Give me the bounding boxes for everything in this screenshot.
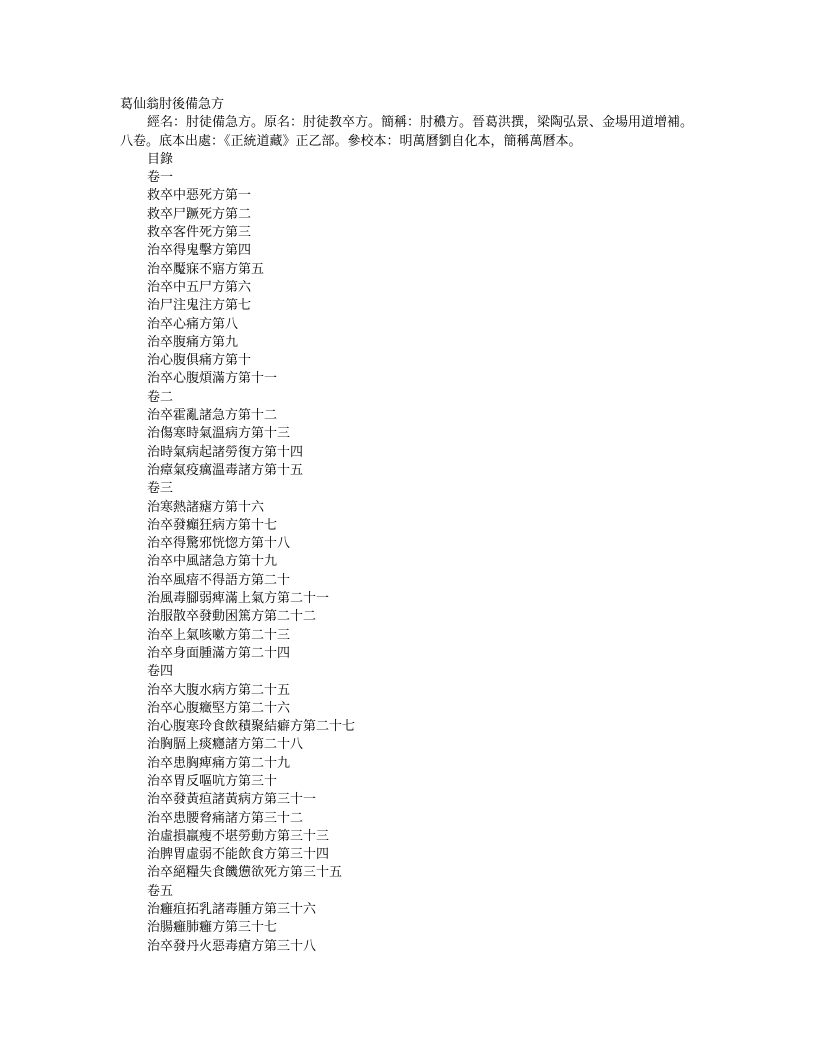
toc-entry: 治服散卒發動困篤方第二十二 <box>147 609 317 625</box>
toc-entry: 救卒中惡死方第一 <box>147 188 252 204</box>
toc-entry: 治卒心腹煩滿方第十一 <box>147 371 278 387</box>
toc-entry: 治癰疽拓乳諸毒腫方第三十六 <box>147 902 317 918</box>
toc-entry: 治瘴氣疫癘溫毒諸方第十五 <box>147 462 304 478</box>
document-page <box>120 96 700 956</box>
toc-entry: 治卒腹痛方第九 <box>147 334 239 350</box>
toc-entry: 治卒得驚邪恍惚方第十八 <box>147 536 291 552</box>
toc-entry: 救卒尸蹶死方第二 <box>147 206 252 222</box>
toc-volume-heading: 卷一 <box>147 170 174 186</box>
table-of-contents <box>120 169 700 956</box>
toc-entry: 治卒得鬼擊方第四 <box>147 243 252 259</box>
toc-entry: 治卒身面腫滿方第二十四 <box>147 645 291 661</box>
toc-entry: 治卒中五尸方第六 <box>147 279 252 295</box>
toc-entry: 治卒風瘖不得語方第二十 <box>147 572 291 588</box>
toc-entry: 治卒胃反嘔吭方第三十 <box>147 773 278 789</box>
toc-entry: 治卒發丹火惡毒瘡方第三十八 <box>147 938 317 954</box>
toc-volume-heading: 卷四 <box>147 664 174 680</box>
toc-entry: 治卒心痛方第八 <box>147 316 239 332</box>
toc-entry: 治腸癰肺癰方第三十七 <box>147 920 278 936</box>
contents-heading: 目錄 <box>147 151 174 167</box>
toc-entry: 治胸膈上痰癮諸方第二十八 <box>147 737 304 753</box>
toc-entry: 治卒心腹癥堅方第二十六 <box>147 700 291 716</box>
toc-entry: 治虛損羸瘦不堪勞動方第三十三 <box>147 828 330 844</box>
toc-entry: 治卒魘寐不寤方第五 <box>147 261 265 277</box>
toc-entry: 治傷寒時氣溫病方第十三 <box>147 426 291 442</box>
toc-volume-heading: 卷二 <box>147 389 174 405</box>
toc-volume-heading: 卷五 <box>147 883 174 899</box>
toc-entry: 治卒霍亂諸急方第十二 <box>147 408 278 424</box>
toc-entry: 治心腹俱痛方第十 <box>147 353 252 369</box>
toc-volume-heading: 卷三 <box>147 481 174 497</box>
toc-entry: 治心腹寒玲食飲積聚結癖方第二十七 <box>147 719 356 735</box>
document-title: 葛仙翁肘後備急方 <box>120 97 225 112</box>
toc-entry: 治卒發黃疸諸黃病方第三十一 <box>147 792 317 808</box>
document-description: 經名：肘徒備急方。原名：肘徒教卒方。簡稱：肘穠方。晉葛洪撰，梁陶弘景、金場用道增補。八卷。底本出處：《正統道藏》正乙部。參校本：明萬曆劉自化本，簡稱萬曆本。 <box>120 115 694 149</box>
toc-entry: 治卒絕糧失食饑憊欲死方第三十五 <box>147 865 343 881</box>
toc-entry: 治寒熱諸瘧方第十六 <box>147 499 265 515</box>
toc-entry: 治卒上氣咳嗽方第二十三 <box>147 627 291 643</box>
toc-entry: 治卒發癲狂病方第十七 <box>147 517 278 533</box>
toc-entry: 救卒客件死方第三 <box>147 225 252 241</box>
toc-entry: 治尸注鬼注方第七 <box>147 298 252 314</box>
toc-entry: 治風毒腳弱痺滿上氣方第二十一 <box>147 591 330 607</box>
toc-entry: 治卒患胸痺痛方第二十九 <box>147 755 291 771</box>
toc-entry: 治卒中風諸急方第十九 <box>147 554 278 570</box>
toc-entry: 治脾胃虛弱不能飲食方第三十四 <box>147 847 330 863</box>
toc-entry: 治時氣病起諸勞復方第十四 <box>147 444 304 460</box>
toc-entry: 治卒患腰脅痛諸方第三十二 <box>147 810 304 826</box>
toc-entry: 治卒大腹水病方第二十五 <box>147 682 291 698</box>
